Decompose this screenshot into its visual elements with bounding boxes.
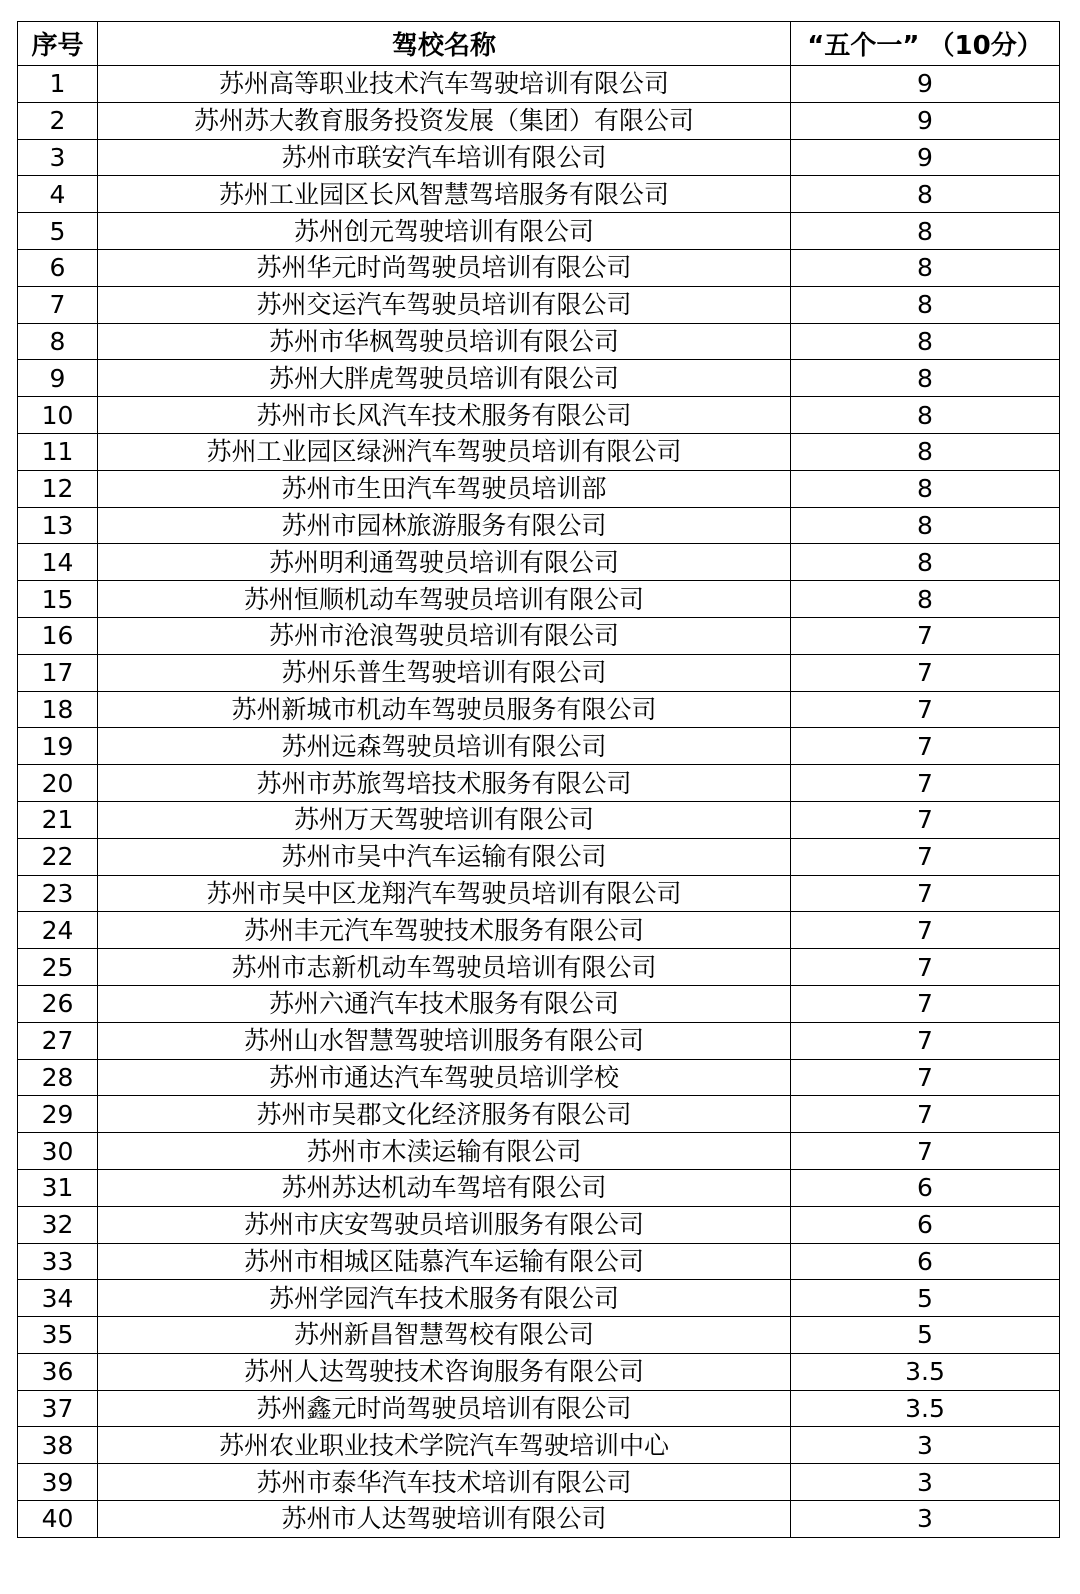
- row-index: 21: [18, 801, 98, 838]
- table-row: [18, 581, 1060, 618]
- table-row: [18, 765, 1060, 802]
- row-index: 37: [18, 1390, 98, 1427]
- row-index: 11: [18, 433, 98, 470]
- score-value: 7: [791, 1022, 1060, 1059]
- table-row: [18, 1280, 1060, 1317]
- table-row: [18, 286, 1060, 323]
- row-index: 30: [18, 1133, 98, 1170]
- school-name: 苏州市人达驾驶培训有限公司: [98, 1501, 791, 1538]
- table-row: [18, 801, 1060, 838]
- table-row: [18, 1206, 1060, 1243]
- score-value: 9: [791, 139, 1060, 176]
- row-index: 10: [18, 397, 98, 434]
- school-name: 苏州人达驾驶技术咨询服务有限公司: [98, 1353, 791, 1390]
- school-name: 苏州苏大教育服务投资发展（集团）有限公司: [98, 102, 791, 139]
- row-index: 39: [18, 1464, 98, 1501]
- score-value: 8: [791, 286, 1060, 323]
- table-row: [18, 691, 1060, 728]
- school-name: 苏州苏达机动车驾培有限公司: [98, 1169, 791, 1206]
- row-index: 4: [18, 176, 98, 213]
- row-index: 34: [18, 1280, 98, 1317]
- score-value: 3: [791, 1501, 1060, 1538]
- table-row: [18, 544, 1060, 581]
- table-row: [18, 323, 1060, 360]
- row-index: 22: [18, 838, 98, 875]
- score-value: 5: [791, 1317, 1060, 1354]
- score-value: 8: [791, 213, 1060, 250]
- table-row: [18, 949, 1060, 986]
- table-row: [18, 728, 1060, 765]
- row-index: 3: [18, 139, 98, 176]
- school-name: 苏州市吴中区龙翔汽车驾驶员培训有限公司: [98, 875, 791, 912]
- school-name: 苏州市沧浪驾驶员培训有限公司: [98, 617, 791, 654]
- score-value: 8: [791, 507, 1060, 544]
- score-value: 7: [791, 949, 1060, 986]
- score-value: 8: [791, 249, 1060, 286]
- driving-school-score-table-container: [17, 21, 1059, 1538]
- row-index: 5: [18, 213, 98, 250]
- table-row: [18, 1501, 1060, 1538]
- row-index: 7: [18, 286, 98, 323]
- school-name: 苏州市泰华汽车技术培训有限公司: [98, 1464, 791, 1501]
- score-value: 7: [791, 985, 1060, 1022]
- row-index: 18: [18, 691, 98, 728]
- row-index: 8: [18, 323, 98, 360]
- row-index: 16: [18, 617, 98, 654]
- row-index: 27: [18, 1022, 98, 1059]
- score-value: 8: [791, 433, 1060, 470]
- score-value: 8: [791, 397, 1060, 434]
- row-index: 40: [18, 1501, 98, 1538]
- school-name: 苏州农业职业技术学院汽车驾驶培训中心: [98, 1427, 791, 1464]
- school-name: 苏州华元时尚驾驶员培训有限公司: [98, 249, 791, 286]
- row-index: 26: [18, 985, 98, 1022]
- score-value: 7: [791, 875, 1060, 912]
- row-index: 25: [18, 949, 98, 986]
- table-row: [18, 470, 1060, 507]
- row-index: 28: [18, 1059, 98, 1096]
- table-row: [18, 1133, 1060, 1170]
- score-value: 7: [791, 728, 1060, 765]
- score-value: 9: [791, 102, 1060, 139]
- table-row: [18, 66, 1060, 103]
- table-row: [18, 654, 1060, 691]
- table-row: [18, 1169, 1060, 1206]
- school-name: 苏州丰元汽车驾驶技术服务有限公司: [98, 912, 791, 949]
- score-value: 6: [791, 1169, 1060, 1206]
- row-index: 9: [18, 360, 98, 397]
- school-name: 苏州新城市机动车驾驶员服务有限公司: [98, 691, 791, 728]
- table-row: [18, 1022, 1060, 1059]
- score-value: 5: [791, 1280, 1060, 1317]
- school-name: 苏州市联安汽车培训有限公司: [98, 139, 791, 176]
- school-name: 苏州远森驾驶员培训有限公司: [98, 728, 791, 765]
- score-value: 7: [791, 765, 1060, 802]
- row-index: 33: [18, 1243, 98, 1280]
- row-index: 2: [18, 102, 98, 139]
- score-value: 6: [791, 1206, 1060, 1243]
- score-value: 8: [791, 360, 1060, 397]
- table-row: [18, 912, 1060, 949]
- score-value: 7: [791, 617, 1060, 654]
- driving-school-score-table: [17, 21, 1060, 1538]
- table-row: [18, 213, 1060, 250]
- table-row: [18, 360, 1060, 397]
- score-value: 3.5: [791, 1390, 1060, 1427]
- table-row: [18, 838, 1060, 875]
- score-value: 7: [791, 691, 1060, 728]
- score-value: 3: [791, 1464, 1060, 1501]
- row-index: 36: [18, 1353, 98, 1390]
- table-row: [18, 1317, 1060, 1354]
- school-name: 苏州交运汽车驾驶员培训有限公司: [98, 286, 791, 323]
- score-value: 7: [791, 912, 1060, 949]
- table-row: [18, 875, 1060, 912]
- row-index: 32: [18, 1206, 98, 1243]
- row-index: 17: [18, 654, 98, 691]
- score-value: 6: [791, 1243, 1060, 1280]
- school-name: 苏州六通汽车技术服务有限公司: [98, 985, 791, 1022]
- school-name: 苏州工业园区绿洲汽车驾驶员培训有限公司: [98, 433, 791, 470]
- school-name: 苏州工业园区长风智慧驾培服务有限公司: [98, 176, 791, 213]
- score-value: 8: [791, 323, 1060, 360]
- table-header: [18, 22, 1060, 66]
- school-name: 苏州山水智慧驾驶培训服务有限公司: [98, 1022, 791, 1059]
- school-name: 苏州新昌智慧驾校有限公司: [98, 1317, 791, 1354]
- school-name: 苏州市木渎运输有限公司: [98, 1133, 791, 1170]
- school-name: 苏州高等职业技术汽车驾驶培训有限公司: [98, 66, 791, 103]
- row-index: 24: [18, 912, 98, 949]
- table-row: [18, 1390, 1060, 1427]
- school-name: 苏州市华枫驾驶员培训有限公司: [98, 323, 791, 360]
- school-name: 苏州鑫元时尚驾驶员培训有限公司: [98, 1390, 791, 1427]
- table-row: [18, 617, 1060, 654]
- row-index: 20: [18, 765, 98, 802]
- school-name: 苏州市通达汽车驾驶员培训学校: [98, 1059, 791, 1096]
- score-value: 8: [791, 470, 1060, 507]
- header-school-name: 驾校名称: [98, 22, 791, 66]
- row-index: 23: [18, 875, 98, 912]
- school-name: 苏州创元驾驶培训有限公司: [98, 213, 791, 250]
- school-name: 苏州市吴郡文化经济服务有限公司: [98, 1096, 791, 1133]
- score-value: 3.5: [791, 1353, 1060, 1390]
- table-row: [18, 102, 1060, 139]
- score-value: 3: [791, 1427, 1060, 1464]
- row-index: 19: [18, 728, 98, 765]
- score-value: 8: [791, 581, 1060, 618]
- table-row: [18, 1427, 1060, 1464]
- table-row: [18, 176, 1060, 213]
- score-value: 7: [791, 801, 1060, 838]
- row-index: 35: [18, 1317, 98, 1354]
- school-name: 苏州市苏旅驾培技术服务有限公司: [98, 765, 791, 802]
- table-row: [18, 139, 1060, 176]
- score-value: 8: [791, 176, 1060, 213]
- score-value: 7: [791, 1133, 1060, 1170]
- table-row: [18, 1243, 1060, 1280]
- header-row: [18, 22, 1060, 66]
- row-index: 29: [18, 1096, 98, 1133]
- row-index: 15: [18, 581, 98, 618]
- score-value: 7: [791, 838, 1060, 875]
- row-index: 1: [18, 66, 98, 103]
- row-index: 38: [18, 1427, 98, 1464]
- school-name: 苏州市园林旅游服务有限公司: [98, 507, 791, 544]
- table-row: [18, 1096, 1060, 1133]
- school-name: 苏州市志新机动车驾驶员培训有限公司: [98, 949, 791, 986]
- row-index: 31: [18, 1169, 98, 1206]
- school-name: 苏州明利通驾驶员培训有限公司: [98, 544, 791, 581]
- table-row: [18, 433, 1060, 470]
- score-value: 7: [791, 1096, 1060, 1133]
- school-name: 苏州万天驾驶培训有限公司: [98, 801, 791, 838]
- row-index: 6: [18, 249, 98, 286]
- table-row: [18, 397, 1060, 434]
- school-name: 苏州大胖虎驾驶员培训有限公司: [98, 360, 791, 397]
- score-value: 8: [791, 544, 1060, 581]
- school-name: 苏州市长风汽车技术服务有限公司: [98, 397, 791, 434]
- table-row: [18, 249, 1060, 286]
- score-value: 7: [791, 654, 1060, 691]
- school-name: 苏州乐普生驾驶培训有限公司: [98, 654, 791, 691]
- school-name: 苏州市生田汽车驾驶员培训部: [98, 470, 791, 507]
- table-row: [18, 985, 1060, 1022]
- row-index: 14: [18, 544, 98, 581]
- header-score: “五个一” （10分）: [791, 22, 1060, 66]
- header-index: 序号: [18, 22, 98, 66]
- school-name: 苏州市吴中汽车运输有限公司: [98, 838, 791, 875]
- school-name: 苏州恒顺机动车驾驶员培训有限公司: [98, 581, 791, 618]
- row-index: 12: [18, 470, 98, 507]
- row-index: 13: [18, 507, 98, 544]
- table-row: [18, 507, 1060, 544]
- score-value: 7: [791, 1059, 1060, 1096]
- school-name: 苏州学园汽车技术服务有限公司: [98, 1280, 791, 1317]
- score-value: 9: [791, 66, 1060, 103]
- table-row: [18, 1059, 1060, 1096]
- table-body: [18, 66, 1060, 1538]
- table-row: [18, 1464, 1060, 1501]
- school-name: 苏州市相城区陆慕汽车运输有限公司: [98, 1243, 791, 1280]
- table-row: [18, 1353, 1060, 1390]
- school-name: 苏州市庆安驾驶员培训服务有限公司: [98, 1206, 791, 1243]
